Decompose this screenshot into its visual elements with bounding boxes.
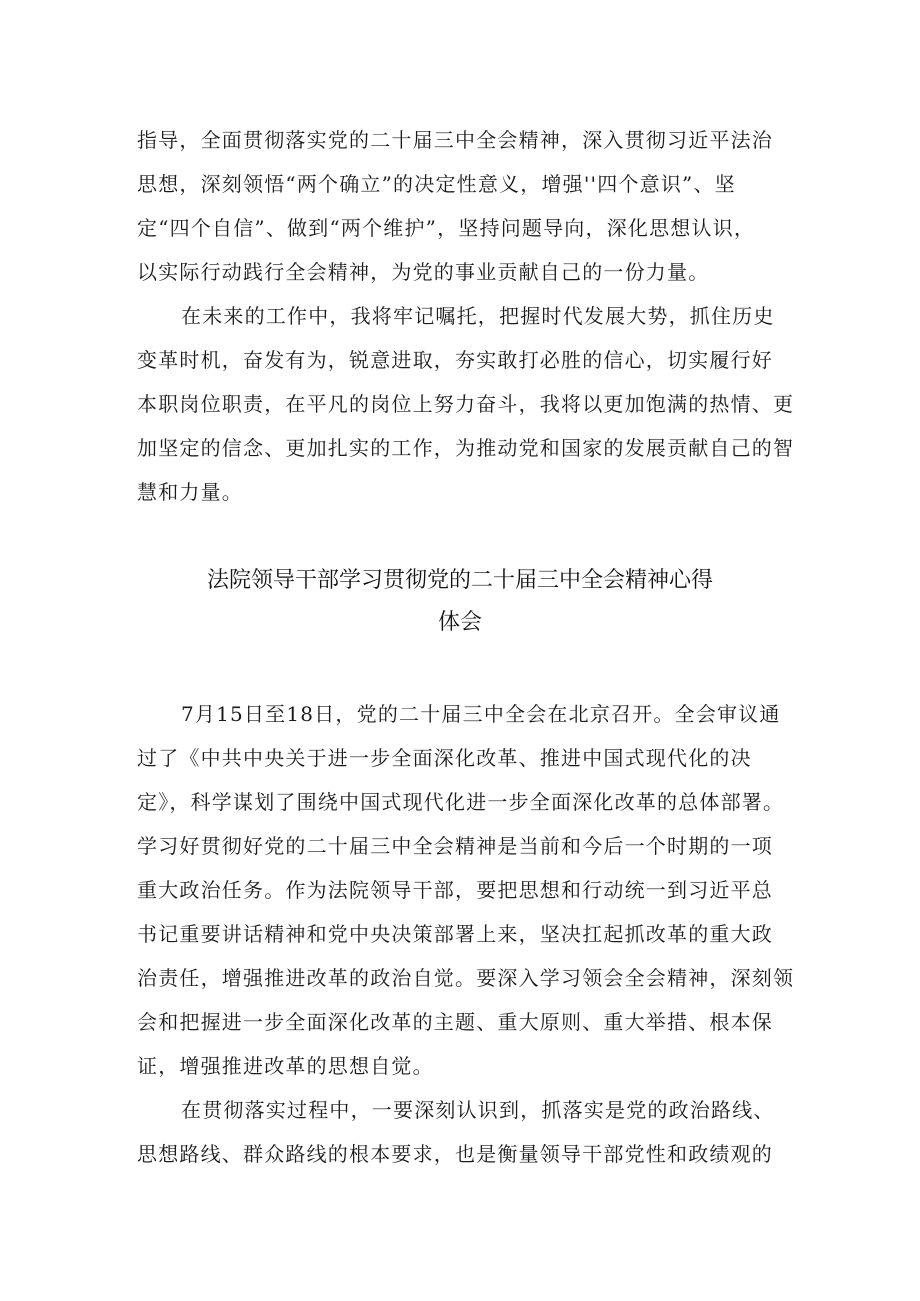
paragraph-line: 定》，科学谋划了围绕中国式现代化进一步全面深化改革的总体部署。: [137, 790, 785, 814]
paragraph-line: 治责任，增强推进改革的政治自觉。要深入学习领会全会精神，深刻领: [137, 966, 795, 990]
paragraph-line: 加坚定的信念、更加扎实的工作，为推动党和国家的发展贡献自己的智: [137, 436, 795, 460]
paragraph-line: 本职岗位职责，在平凡的岗位上努力奋斗，我将以更加饱满的热情、更: [137, 392, 795, 416]
paragraph-line: 思想，深刻领悟“两个确立”的决定性意义，增强''四个意识”、坚: [137, 172, 736, 196]
paragraph-line: 会和把握进一步全面深化改革的主题、重大原则、重大举措、根本保: [137, 1010, 773, 1034]
section-heading: 体会: [437, 610, 482, 635]
paragraph-line: 慧和力量。: [137, 480, 243, 504]
paragraph-line: 在未来的工作中，我将牢记嘱托，把握时代发展大势，抓住历史: [181, 304, 775, 328]
paragraph-line: 思想路线、群众路线的根本要求，也是衡量领导干部党性和政绩观的: [137, 1142, 773, 1166]
paragraph-line: 证，增强推进改革的思想自觉。: [137, 1054, 434, 1078]
paragraph-line: 变革时机，奋发有为，锐意进取，夯实敢打必胜的信心，切实履行好: [137, 348, 773, 372]
paragraph-line: 过了《中共中央关于进一步全面深化改革、推进中国式现代化的决: [137, 746, 752, 770]
paragraph-line: 书记重要讲话精神和党中央决策部署上来，坚决扛起抓改革的重大政: [137, 922, 773, 946]
paragraph-line: 在贯彻落实过程中，一要深刻认识到，抓落实是党的政治路线、: [181, 1098, 775, 1122]
paragraph-line: 指导，全面贯彻落实党的二十届三中全会精神，深入贯彻习近平法治: [137, 128, 773, 152]
paragraph-line: 以实际行动践行全会精神，为党的事业贡献自己的一份力量。: [137, 260, 710, 284]
paragraph-line: 7月15日至18日，党的二十届三中全会在北京召开。全会审议通: [181, 702, 781, 726]
paragraph-line: 重大政治任务。作为法院领导干部，要把思想和行动统一到习近平总: [137, 878, 773, 902]
paragraph-line: 定“四个自信”、做到“两个维护”，坚持问题导向，深化思想认识，: [137, 216, 756, 240]
paragraph-line: 学习好贯彻好党的二十届三中全会精神是当前和今后一个时期的一项: [137, 834, 773, 858]
section-heading: 法院领导干部学习贯彻党的二十届三中全会精神心得: [206, 568, 713, 593]
